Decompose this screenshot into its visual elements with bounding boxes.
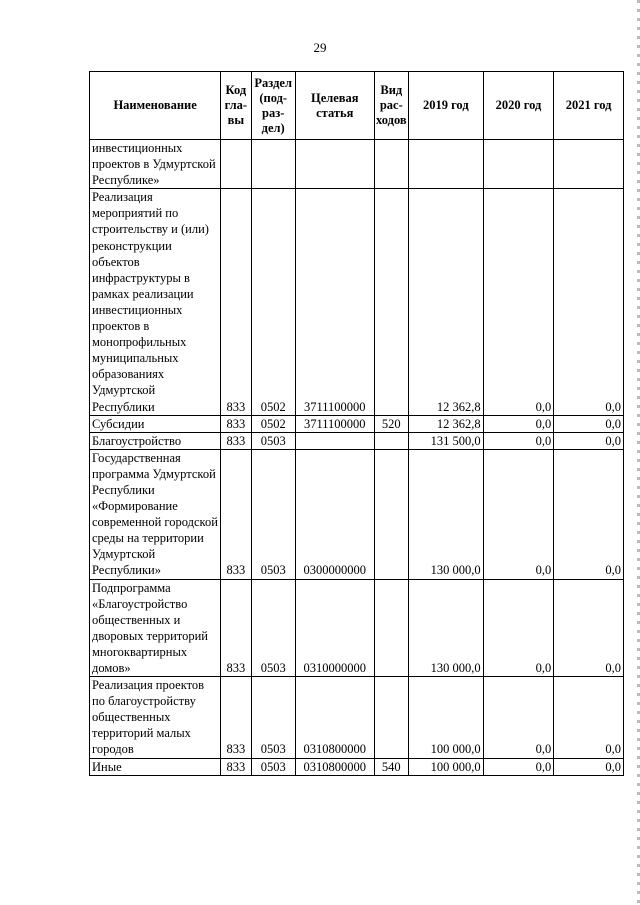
cell-section: 0502 <box>251 189 295 415</box>
cell-name: Подпрограмма «Благоустройство общественных и дворовых территорий многоквартирных домов» <box>90 579 221 677</box>
cell-type <box>374 432 408 449</box>
cell-target: 0310000000 <box>295 579 374 677</box>
cell-2020: 0,0 <box>483 432 554 449</box>
header-target: Целевая статья <box>295 72 374 140</box>
cell-2021: 0,0 <box>554 415 624 432</box>
cell-name: Государственная программа Удмуртской Республики «Формирование современной городской среды на территории Удмуртской Республики» <box>90 449 221 579</box>
cell-code: 833 <box>221 432 251 449</box>
cell-2019: 12 362,8 <box>408 189 483 415</box>
cell-name: Реализация проектов по благоустройству общественных территорий малых городов <box>90 677 221 758</box>
header-2020: 2020 год <box>483 72 554 140</box>
cell-type <box>374 579 408 677</box>
cell-2020: 0,0 <box>483 758 554 775</box>
cell-2019: 12 362,8 <box>408 415 483 432</box>
cell-2020: 0,0 <box>483 189 554 415</box>
cell-code: 833 <box>221 758 251 775</box>
cell-2019 <box>408 140 483 189</box>
cell-2020: 0,0 <box>483 415 554 432</box>
cell-section <box>251 140 295 189</box>
cell-type <box>374 140 408 189</box>
table-row <box>90 579 624 677</box>
cell-code: 833 <box>221 189 251 415</box>
table-row <box>90 415 624 432</box>
table-row <box>90 677 624 758</box>
cell-code: 833 <box>221 415 251 432</box>
table-row <box>90 140 624 189</box>
cell-name: Иные <box>90 758 221 775</box>
budget-table <box>89 71 624 776</box>
cell-2021 <box>554 140 624 189</box>
cell-code <box>221 140 251 189</box>
cell-2019: 131 500,0 <box>408 432 483 449</box>
cell-type: 540 <box>374 758 408 775</box>
cell-2019: 130 000,0 <box>408 449 483 579</box>
cell-target: 0310800000 <box>295 758 374 775</box>
cell-2021: 0,0 <box>554 449 624 579</box>
header-code: Код гла-вы <box>221 72 251 140</box>
cell-section: 0503 <box>251 449 295 579</box>
cell-code: 833 <box>221 677 251 758</box>
header-2021: 2021 год <box>554 72 624 140</box>
cell-target <box>295 140 374 189</box>
table-row <box>90 189 624 415</box>
cell-target: 3711100000 <box>295 189 374 415</box>
header-2019: 2019 год <box>408 72 483 140</box>
cell-section: 0503 <box>251 677 295 758</box>
header-name: Наименование <box>90 72 221 140</box>
cell-2020 <box>483 140 554 189</box>
table-row <box>90 449 624 579</box>
cell-target: 0310800000 <box>295 677 374 758</box>
cell-type <box>374 189 408 415</box>
cell-code: 833 <box>221 449 251 579</box>
cell-2019: 100 000,0 <box>408 758 483 775</box>
table-row <box>90 758 624 775</box>
cell-type <box>374 449 408 579</box>
cell-name: Реализация мероприятий по строительству и (или) реконструкции объектов инфраструктуры в рамках реализации инвестиционных проектов в монопрофильных муниципальных образованиях Удмуртской Республики <box>90 189 221 415</box>
cell-target: 3711100000 <box>295 415 374 432</box>
cell-type <box>374 677 408 758</box>
cell-2021: 0,0 <box>554 677 624 758</box>
cell-code: 833 <box>221 579 251 677</box>
cell-section: 0503 <box>251 579 295 677</box>
cell-name: инвестиционных проектов в Удмуртской Республике» <box>90 140 221 189</box>
cell-type: 520 <box>374 415 408 432</box>
header-section: Раздел (под-раз-дел) <box>251 72 295 140</box>
cell-2019: 100 000,0 <box>408 677 483 758</box>
cell-2021: 0,0 <box>554 432 624 449</box>
header-row <box>90 72 624 140</box>
table-row <box>90 432 624 449</box>
cell-2019: 130 000,0 <box>408 579 483 677</box>
cell-target: 0300000000 <box>295 449 374 579</box>
cell-section: 0503 <box>251 432 295 449</box>
cell-2020: 0,0 <box>483 579 554 677</box>
header-type: Вид рас-ходов <box>374 72 408 140</box>
cell-name: Субсидии <box>90 415 221 432</box>
cell-2021: 0,0 <box>554 758 624 775</box>
cell-2020: 0,0 <box>483 677 554 758</box>
cell-target <box>295 432 374 449</box>
page-number: 29 <box>313 40 327 55</box>
cell-section: 0502 <box>251 415 295 432</box>
cell-2020: 0,0 <box>483 449 554 579</box>
cell-section: 0503 <box>251 758 295 775</box>
cell-name: Благоустройство <box>90 432 221 449</box>
cell-2021: 0,0 <box>554 579 624 677</box>
cell-2021: 0,0 <box>554 189 624 415</box>
